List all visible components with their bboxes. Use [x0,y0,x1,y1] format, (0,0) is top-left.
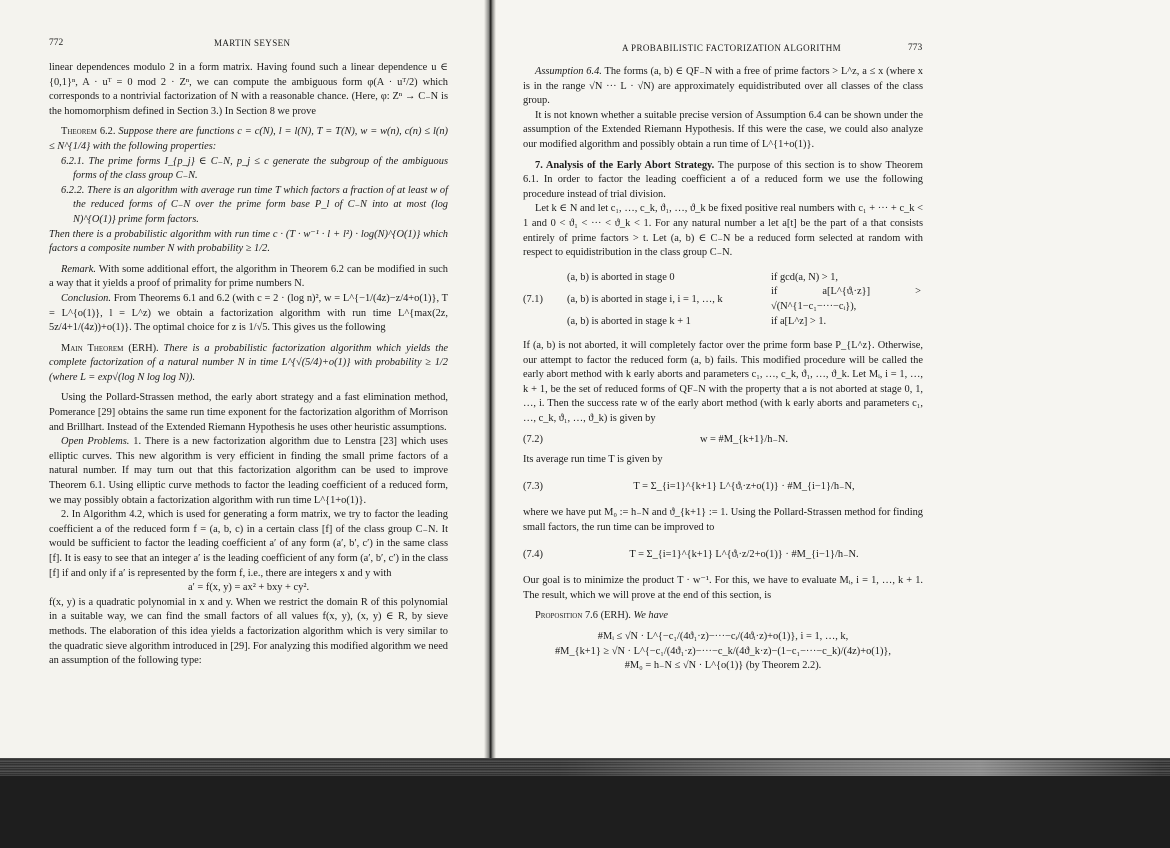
left-running-head: MARTIN SEYSEN [214,38,291,48]
equation-7-1-label: (7.1) [523,293,543,305]
paragraph-not-known: It is not known whether a suitable precise version of Assumption 6.4 can be shown under the assumption of the Extended Riemann Hypothesis. If this were the case, we could also analyze our modified algorithm and possibly obtain a run time of L^{1+o(1)}. [523,109,923,150]
conclusion-body: From Theorems 6.1 and 6.2 (with c = 2 · (log n)², w = L^{−1/(4z)−z/4+o(1)}, T = L^{o(1)}, l = L^z) we obtain a factorization algorithm with run time L^{max(2z, 5z/4+1/(4z))+o(1)}. The optimal choice for z is 1/√5. This gives us the following [49,292,448,334]
case-row [565,285,923,314]
theorem-6-2-2: 6.2.2. There is an algorithm with average run time T which factors a fraction of at least w of the reduced forms of C₋N over the prime form base P_l of C₋N into at most (log N)^{O(1)} prime form factors. [61,184,448,225]
right-text-column [523,65,923,674]
theorem-6-2-body: Suppose there are functions c = c(N), l = l(N), T = T(N), w = w(n), c(n) ≤ l(n) ≤ N^{1/4} with the following properties: [49,126,448,152]
paragraph-our-goal: Our goal is to minimize the product T · w⁻¹. For this, we have to evaluate Mᵢ, i = 1, …, k + 1. The result, which we will prove at the end of this section, is [523,575,923,601]
remark-heading: Remark. [61,263,96,275]
case-left: (a, b) is aborted in stage k + 1 [567,315,691,327]
paragraph-linear-dependences: linear dependences modulo 2 in a form matrix. Having found such a linear dependence u ∈ {0,1}ⁿ, A · uᵀ = 0 mod 2 · Zⁿ, we can compute the ambiguous form φ(A · uᵀ/2) which corresponds to a nontrivial factorization of N with a reasonable chance. (Here, φ: Zⁿ → C₋N is the homomorphism defined in Section 3.) In Section 8 we prove [49,62,448,117]
case-left: (a, b) is aborted in stage i, i = 1, …, k [567,293,723,305]
main-theorem [49,342,448,386]
book-spine-shadow [484,0,496,760]
paragraph-if-not-aborted: If (a, b) is not aborted, it will completely factor over the prime form base P_{L^z}. Otherwise, our attempt to factor the reduced form (a, b) fails. This modified procedure will be called the early abort method with k early aborts and parameters c₁, …, c_k, ϑ₁, …, ϑ_k. Let Mᵢ, i = 1, …, k + 1, be the set of reduced forms of QF₋N with the property that a is not aborted at stage 0, 1, …, i. Then the success rate w of the early abort method (with k early aborts and parameters c₁, …, c_k, ϑ₁, …, ϑ_k) is given by [523,340,923,425]
open-problem-2: 2. In Algorithm 4.2, which is used for generating a form matrix, we try to factor the leading coefficient a of the reduced form f = (a, b, c) in a certain class [f] of the class group C₋N. It would be sufficient to factor the leading coefficient a′ of any form (a′, b′, c′) in the same class [f]. It is easy to see that an integer a′ is the leading coefficient of any form (a′, b′, c′) in the class [f] if and only if a′ is represented by the form f, i.e., there are integers x and y with [49,509,448,579]
case-right: if a[L^z] > 1. [771,315,827,327]
left-text-column [49,61,448,669]
equation-7-3-label: (7.3) [523,480,543,492]
equation-7-1 [523,267,923,333]
proposition-body: We have [633,610,669,622]
theorem-6-2-1: 6.2.1. The prime forms I_{p_j} ∈ C₋N, p_j ≤ c generate the subgroup of the ambiguous forms of the class group C₋N. [61,155,448,182]
open-problems-body: 1. There is a new factorization algorithm due to Lenstra [23] which uses elliptic curves. This new algorithm is very efficient in finding the small prime factors of a natural number. If may turn out that this factorization algorithm can be used to improve Theorem 6.1. Using elliptic curve methods to factor the leading coefficient of a reduced form, we may possibly obtain a factorization algorithm with run time L^{1+o(1)}. [49,436,448,506]
paragraph-average-run-time: Its average run time T is given by [523,454,663,466]
equation-7-4-body: T = Σ_{i=1}^{k+1} L^{ϑᵢ·z/2+o(1)} · #M_{i−1}/h₋N. [629,548,859,560]
equation-7-2-body: w = #M_{k+1}/h₋N. [699,433,789,445]
equation-a-prime: a′ = f(x, y) = ax² + bxy + cy². [187,582,310,594]
equation-7-2 [523,433,923,448]
paragraph-where-we-put: where we have put M₀ := h₋N and ϑ_{k+1} := 1. Using the Pollard-Strassen method for finding small factors, the run time can be improved to [523,507,923,534]
assumption-6-4 [523,65,923,109]
equation-7-1-cases [565,271,923,329]
main-theorem-heading: Main Theorem (ERH). [61,342,159,354]
conclusion [49,292,448,336]
main-theorem-body: There is a probabilistic factorization algorithm which yields the complete factorization of a natural number N in time L^{√(5/4)+o(1)} with probability ≥ 1/2 (where L = exp√(log N log log N)). [49,342,448,383]
equation-7-2-label: (7.2) [523,433,543,445]
open-problems-heading: Open Problems. [61,436,130,448]
proposition-equation-2: #M_{k+1} ≥ √N · L^{−c₁/(4ϑ₁·z)−···−c_k/(4ϑ_k·z)−(1−c₁−···−c_k)/(4z)+o(1)}, [554,645,892,657]
case-right: if a[L^{ϑᵢ·z}] > √(N^{1−c₁−···−cᵢ}), [771,286,921,312]
theorem-6-2-conclusion: Then there is a probabilistic algorithm with run time c · (T · w⁻¹ · l + l²) · log(N)^{O(1)} which factors a composite number N with probability ≥ 1/2. [49,228,448,255]
equation-7-4-label: (7.4) [523,548,543,560]
section-7-body: The purpose of this section is to show Theorem 6.1. In order to factor the leading coefficient a of a reduced form we use the following procedure instead of trial division. [523,159,923,200]
proposition-heading: Proposition 7.6 (ERH). [535,610,631,622]
case-left: (a, b) is aborted in stage 0 [567,271,675,283]
equation-7-4 [523,548,923,563]
assumption-body: The forms (a, b) ∈ QF₋N with a free of prime factors > L^z, a ≤ x (where x is in the range √N ··· L · √N) are approximately equidistributed over all classes of the class group. [523,66,923,107]
case-right: if gcd(a, N) > 1, [771,271,839,283]
assumption-heading: Assumption 6.4. [535,66,602,77]
remark [49,263,448,292]
section-7 [523,159,923,203]
paragraph-quadratic-polynomial: f(x, y) is a quadratic polynomial in x and y. When we restrict the domain R of this polynomial in a suitable way, we can find the small factors of all values f(x, y), (x, y) ∈ R, by sieve methods. The elaboration of this idea yields a factorization algorithm which is very similar to the quadratic sieve algorithm introduced in [29]. For analyzing this modified algorithm we need an assumption of the following type: [49,596,448,667]
theorem-6-2-heading: Theorem 6.2. [61,126,116,138]
proposition-7-6 [523,609,923,624]
right-page-number: 773 [908,43,923,53]
proposition-equation-1: #Mᵢ ≤ √N · L^{−c₁/(4ϑ₁·z)−···−cᵢ/(4ϑᵢ·z)+o(1)}, i = 1, …, k, [597,631,849,642]
equation-7-3 [523,480,923,495]
conclusion-heading: Conclusion. [61,292,111,304]
paragraph-pollard-strassen: Using the Pollard-Strassen method, the early abort strategy and a fast elimination method, Pomerance [29] obtains the same run time exponent for the factorization algorithm of Morrison and Brillhart. Instead of the Extended Riemann Hypothesis he uses other heuristic assumptions. [49,392,448,433]
remark-body: With some additional effort, the algorithm in Theorem 6.2 can be modified in such a way that it yields a proof of primality for prime numbers N. [49,263,448,290]
section-7-heading: 7. Analysis of the Early Abort Strategy. [535,159,715,171]
scanner-light-streak [560,760,1160,776]
open-problems [49,435,448,508]
theorem-6-2 [49,125,448,154]
paragraph-let-k: Let k ∈ N and let c₁, …, c_k, ϑ₁, …, ϑ_k be fixed positive real numbers with c₁ + ··· + c_k < 1 and 0 < ϑ₁ < ··· < ϑ_k < 1. For any natural number a let a[t] be the part of a that consists entirely of prime factors > t. Let (a, b) ∈ C₋N be a reduced form selected at random with respect to equidistribution in the class group C₋N. [523,203,923,259]
left-page-number: 772 [49,38,64,48]
right-running-head: A PROBABILISTIC FACTORIZATION ALGORITHM [622,43,842,53]
case-row [565,271,923,286]
equation-7-3-body: T = Σ_{i=1}^{k+1} L^{ϑᵢ·z+o(1)} · #M_{i−1}/h₋N, [633,480,855,492]
case-row [565,315,923,330]
proposition-equation-3: #M₀ = h₋N ≤ √N · L^{o(1)} (by Theorem 2.2). [624,660,822,672]
